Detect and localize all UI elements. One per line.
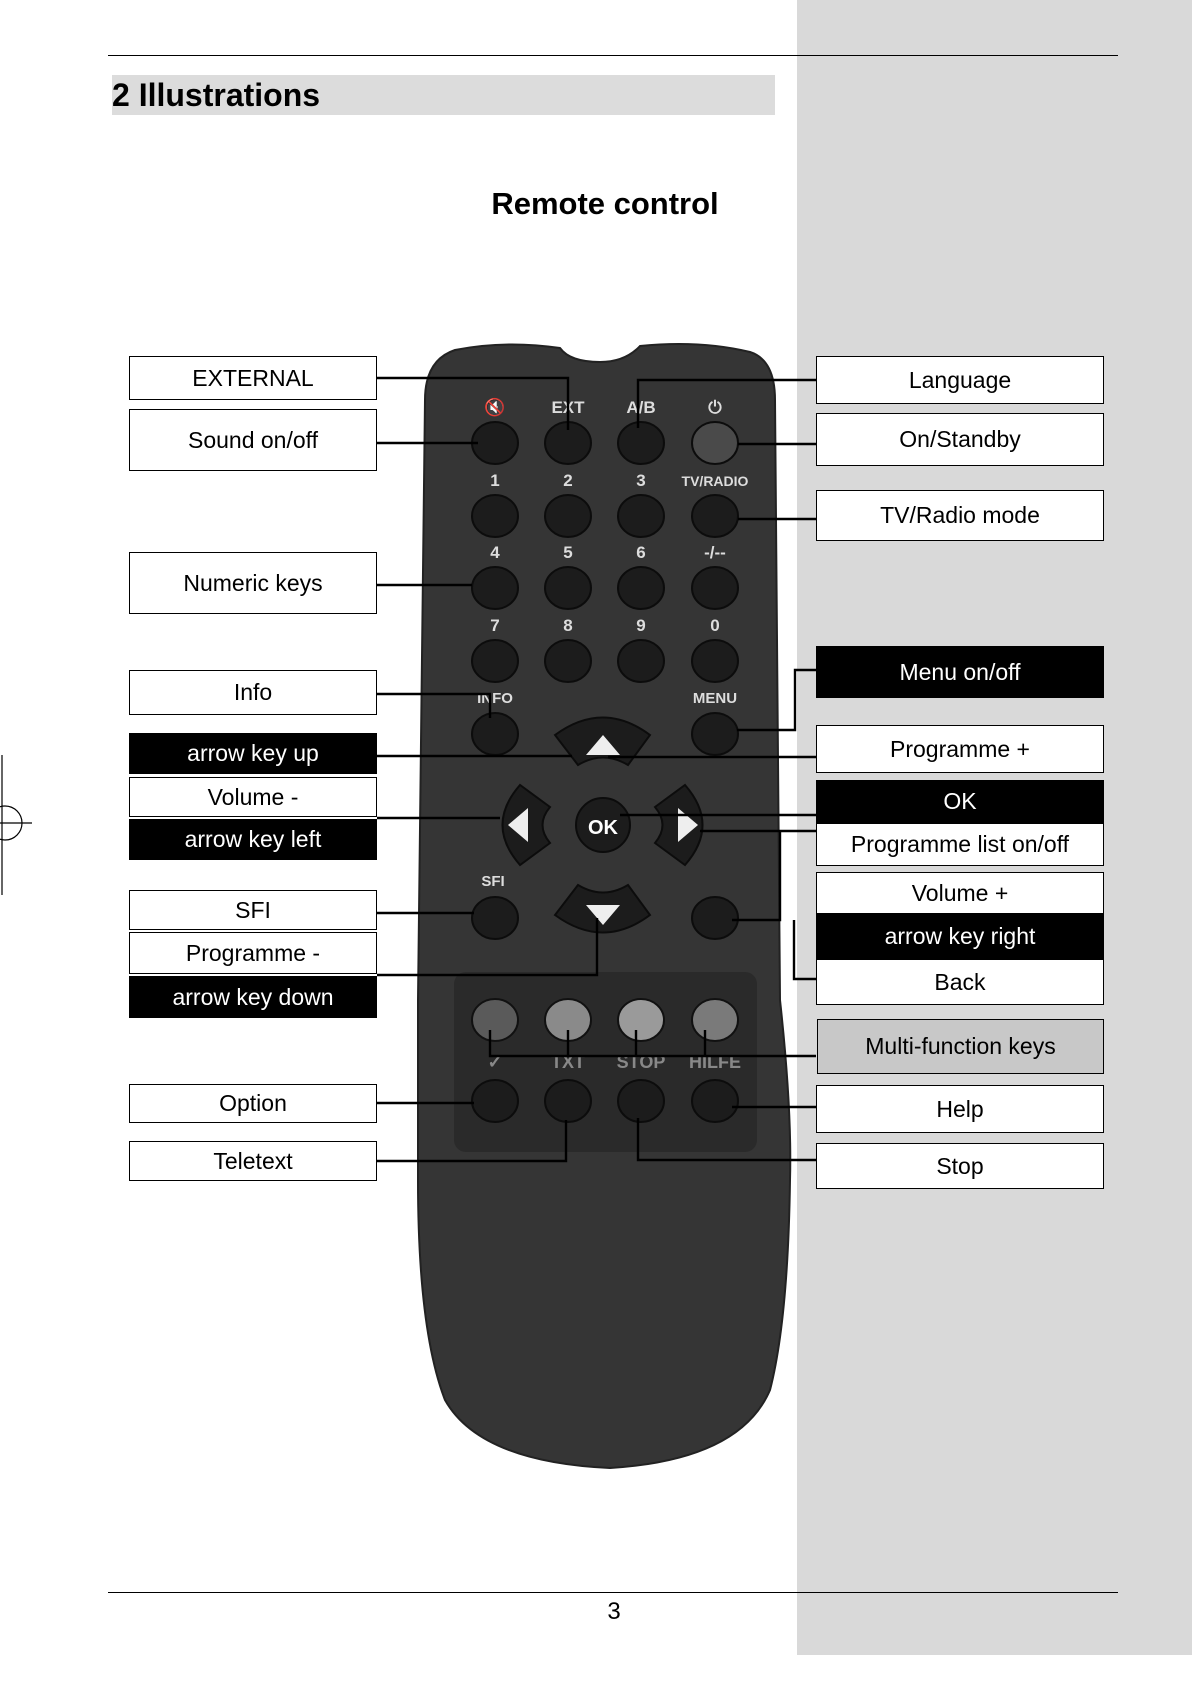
remote-glyph: 3	[636, 471, 646, 490]
label-language: Language	[816, 356, 1104, 404]
remote-glyph: TXT	[551, 1052, 585, 1072]
remote-glyph: MENU	[692, 690, 738, 707]
label-sfi: SFI	[129, 890, 377, 930]
label-arrow-key-left: arrow key left	[129, 819, 377, 860]
remote-glyph: -/--	[704, 543, 726, 562]
remote-glyph: 1	[490, 471, 500, 490]
label-multi-function-keys: Multi-function keys	[817, 1019, 1104, 1074]
label-info: Info	[129, 670, 377, 715]
remote-glyph: 9	[636, 616, 646, 635]
remote-glyph: HILFE	[689, 1052, 741, 1072]
page-number: 3	[607, 1598, 621, 1625]
label-stop: Stop	[816, 1143, 1104, 1189]
label-sound-on-off: Sound on/off	[129, 409, 377, 471]
label-arrow-key-right: arrow key right	[816, 914, 1104, 959]
label-arrow-key-down: arrow key down	[129, 976, 377, 1018]
label-programme-minus: Programme -	[129, 932, 377, 974]
remote-glyph: EXT	[551, 398, 585, 417]
label-programme-plus: Programme +	[816, 725, 1104, 773]
label-volume-plus: Volume +	[816, 872, 1104, 914]
label-on-standby: On/Standby	[816, 413, 1104, 466]
remote-glyph: 6	[636, 543, 646, 562]
label-tv-radio-mode: TV/Radio mode	[816, 490, 1104, 541]
figure-title: Remote control	[491, 186, 719, 221]
label-ok: OK	[816, 780, 1104, 823]
label-external: EXTERNAL	[129, 356, 377, 400]
label-programme-list: Programme list on/off	[816, 823, 1104, 866]
label-arrow-key-up: arrow key up	[129, 733, 377, 774]
remote-glyph: INFO	[477, 690, 513, 707]
section-title: 2 Illustrations	[112, 77, 321, 113]
remote-glyph: 8	[563, 616, 573, 635]
remote-glyph: A/B	[626, 398, 656, 417]
remote-glyph: OK	[588, 817, 618, 839]
remote-glyph: 7	[490, 616, 500, 635]
label-menu-on-off: Menu on/off	[816, 646, 1104, 698]
label-option: Option	[129, 1084, 377, 1123]
remote-glyph: ✓	[487, 1052, 503, 1072]
remote-glyph: 🔇	[484, 398, 506, 417]
remote-glyph: 2	[563, 471, 573, 490]
label-teletext: Teletext	[129, 1141, 377, 1181]
label-back: Back	[816, 959, 1104, 1005]
remote-glyph: ⏻	[708, 398, 722, 417]
remote-glyph: STOP	[616, 1052, 666, 1072]
remote-glyph: 5	[563, 543, 573, 562]
remote-glyph: SFI	[481, 873, 505, 890]
remote-glyph: TV/RADIO	[681, 473, 749, 489]
label-volume-minus: Volume -	[129, 777, 377, 817]
remote-glyph: 4	[490, 543, 500, 562]
label-help: Help	[816, 1085, 1104, 1133]
remote-glyph: 0	[710, 616, 720, 635]
label-numeric-keys: Numeric keys	[129, 552, 377, 614]
